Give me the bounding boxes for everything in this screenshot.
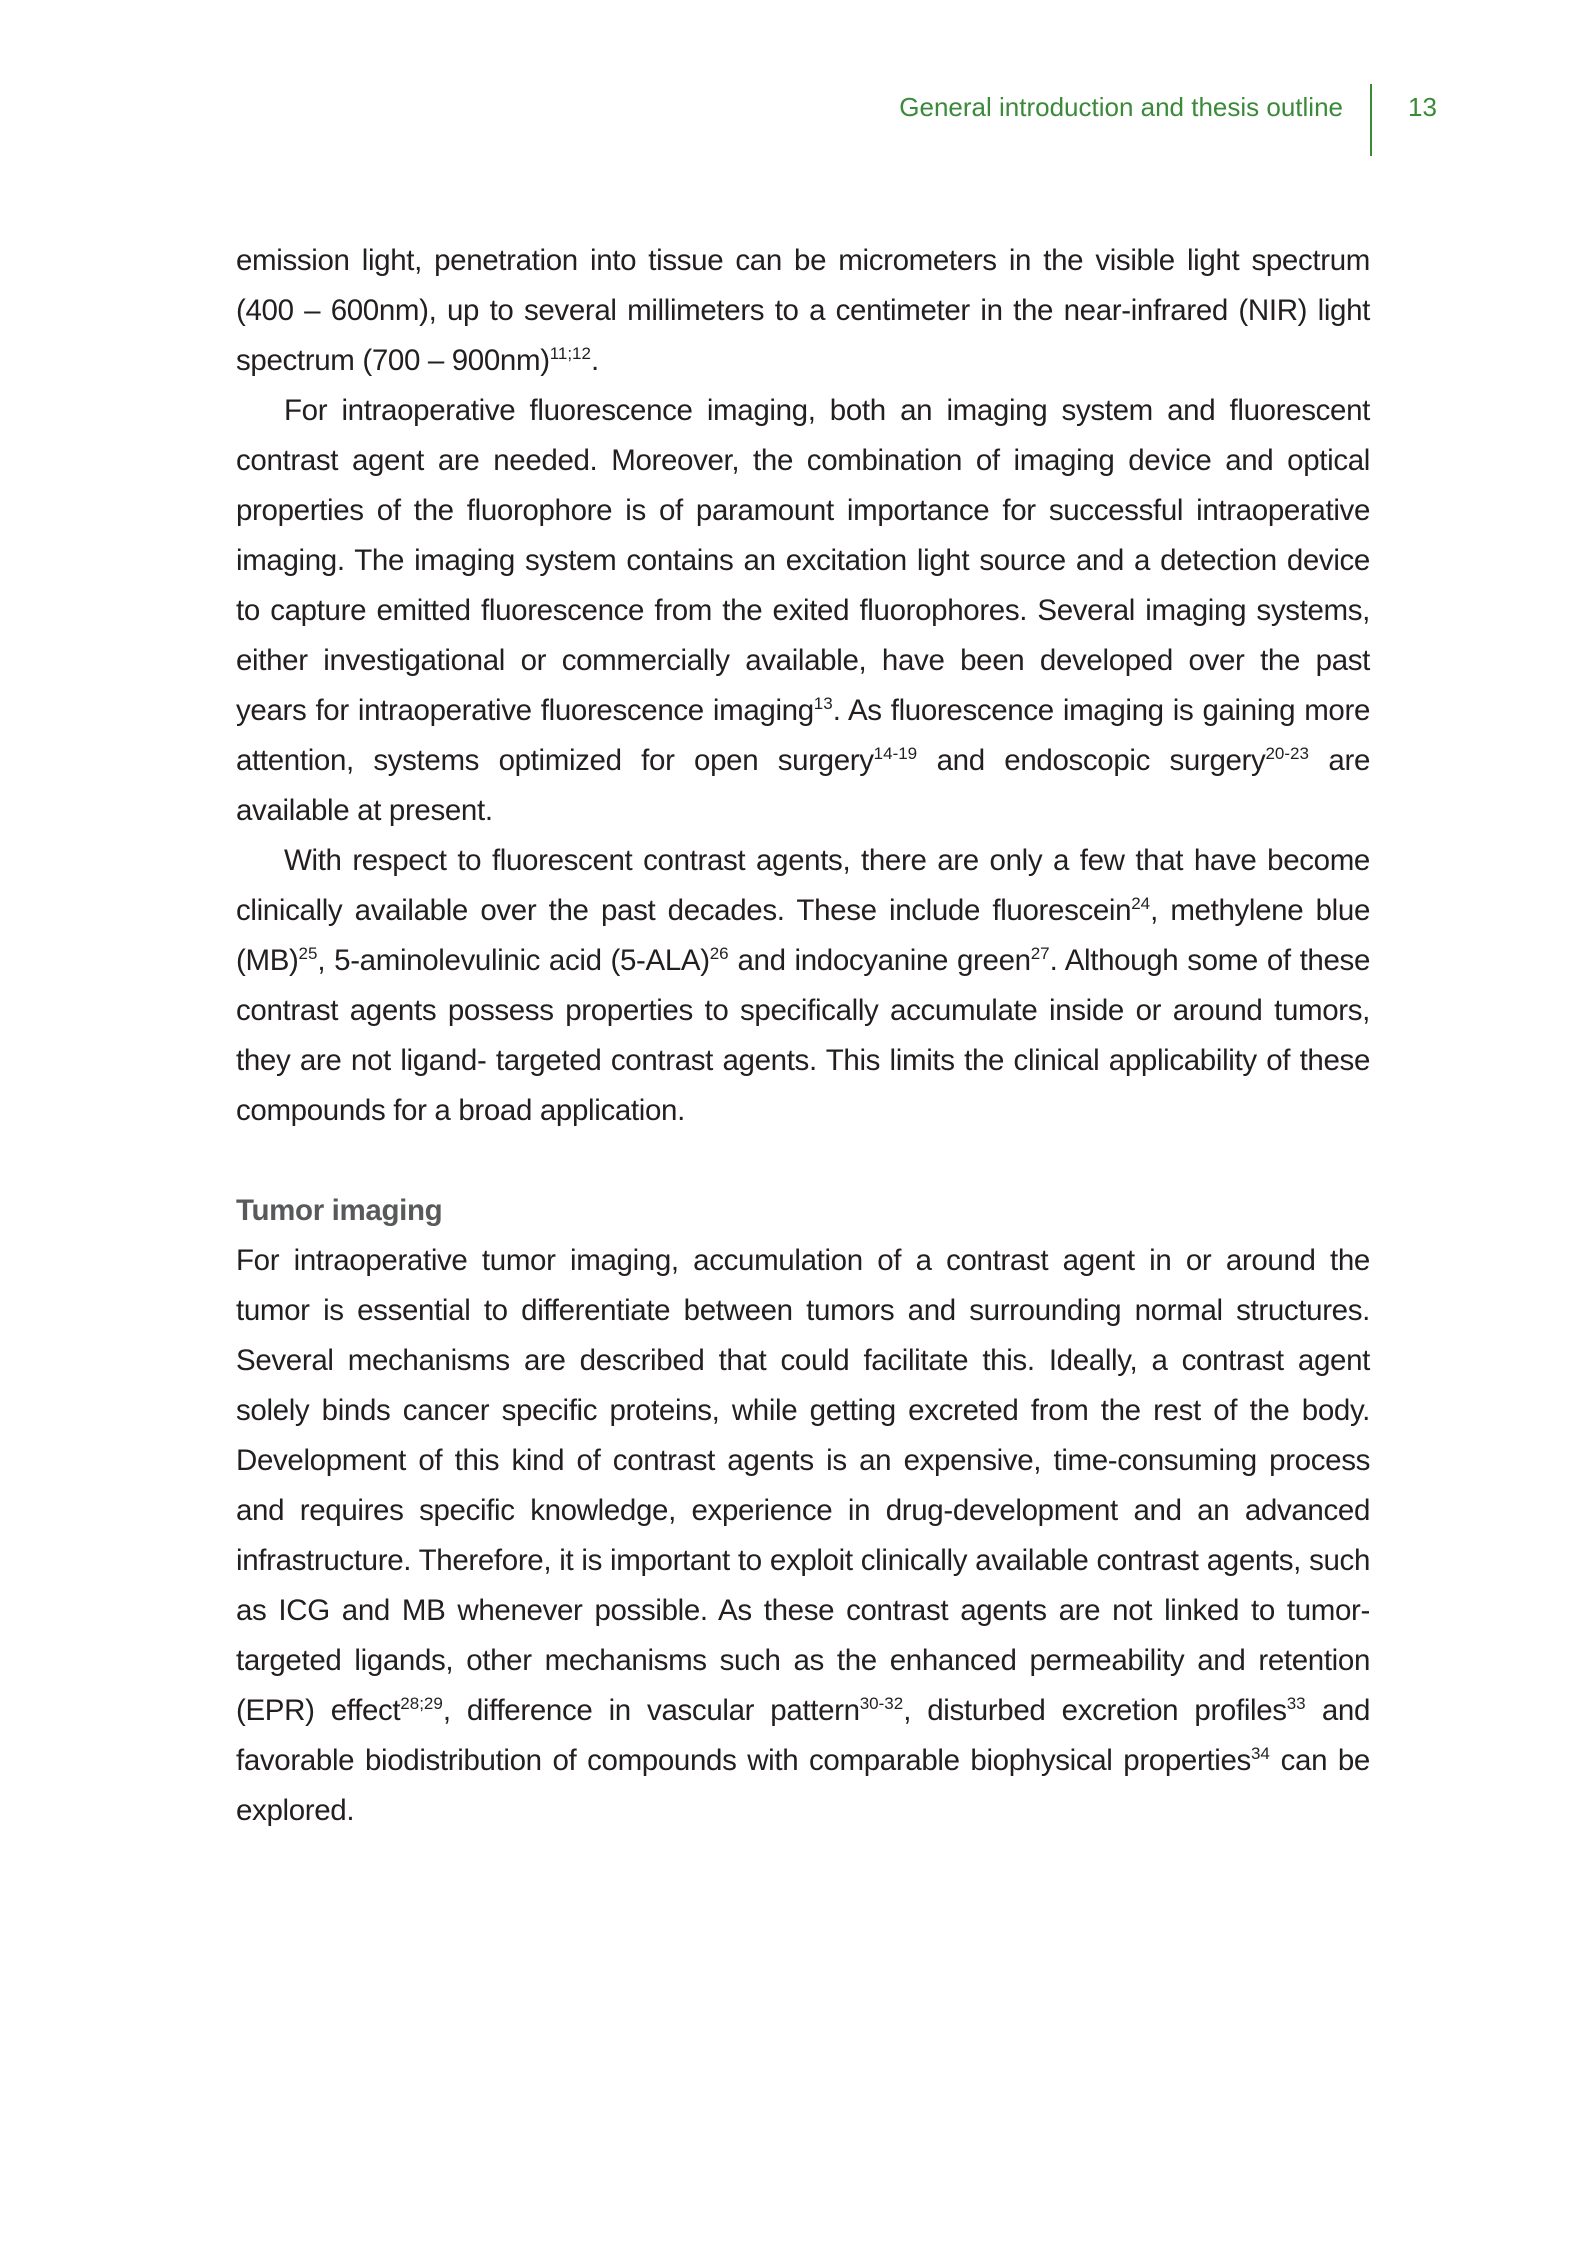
text-run: are available at present. (236, 744, 1370, 827)
body-text (236, 236, 1370, 1836)
citation-superscript: 20-23 (1265, 744, 1309, 763)
section-paragraphs (236, 1236, 1370, 1836)
running-head-title: General introduction and thesis outline (899, 92, 1343, 122)
page-number: 13 (1408, 92, 1437, 122)
paragraph (236, 236, 1370, 386)
citation-superscript: 34 (1250, 1744, 1270, 1763)
citation-superscript: 30-32 (859, 1694, 904, 1713)
text-run: For intraoperative fluorescence imaging, both an imaging system and fluorescent contrast agent are needed. Moreover, the combination of imaging device and optical properties of the fluorophore is of paramount importance for successful intraoperative imaging. The imaging system contains an excitation light source and a detection device to capture emitted fluorescence from the exited fluorophores. Several imaging systems, either investigational or commercially available, have been developed over the past years for intraoperative fluorescence imaging (236, 394, 1370, 727)
citation-superscript: 14-19 (873, 744, 918, 763)
section-heading: Tumor imaging (236, 1194, 443, 1227)
citation-superscript: 11;12 (549, 344, 591, 363)
text-run: , methylene blue (MB) (236, 894, 1370, 977)
text-run: and endoscopic surgery (917, 744, 1266, 777)
citation-superscript: 24 (1131, 894, 1151, 913)
text-run: and favorable biodistribution of compounds with comparable biophysical properties (236, 1694, 1370, 1777)
intro-paragraphs (236, 236, 1370, 1136)
text-run: For intraoperative tumor imaging, accumulation of a contrast agent in or around the tumor is essential to differentiate between tumors and surrounding normal structures. Several mechanisms are described that could facilitate this. Ideally, a contrast agent solely binds cancer specific proteins, while getting excreted from the rest of the body. Development of this kind of contrast agents is an expensive, time-consuming process and requires specific knowledge, experience in drug-development and an advanced infrastructure. Therefore, it is important to exploit clinically available contrast agents, such as ICG and MB whenever possible. As these contrast agents are not linked to tumor-targeted ligands, other mechanisms such as the enhanced permeability and retention (EPR) effect (236, 1244, 1370, 1727)
paragraph (236, 836, 1370, 1136)
citation-superscript: 25 (298, 944, 318, 963)
text-run: . As fluorescence imaging is gaining more attention, systems optimized for open surgery (236, 694, 1370, 777)
header-divider (1370, 84, 1372, 156)
text-run: and indocyanine green (728, 944, 1031, 977)
text-run: can be explored. (236, 1744, 1370, 1827)
text-run: , disturbed excretion profiles (903, 1694, 1287, 1727)
paragraph (236, 1236, 1370, 1836)
citation-superscript: 26 (709, 944, 729, 963)
text-run: . (590, 344, 599, 377)
text-run: . Although some of these contrast agents possess properties to specifically accumulate inside or around tumors, they are not ligand- targeted contrast agents. This limits the clinical applicability of these compounds for a broad application. (236, 944, 1371, 1127)
text-run: With respect to fluorescent contrast agents, there are only a few that have become clinically available over the past decades. These include fluorescein (236, 844, 1370, 927)
text-run: , difference in vascular pattern (442, 1694, 860, 1727)
paragraph (236, 386, 1370, 836)
citation-superscript: 28;29 (400, 1694, 443, 1713)
text-run: , 5-aminolevulinic acid (5-ALA) (317, 944, 710, 977)
citation-superscript: 33 (1286, 1694, 1306, 1713)
text-run: emission light, penetration into tissue can be micrometers in the visible light spectrum (400 – 600nm), up to several millimeters to a centimeter in the near-infrared (NIR) light spectrum (700 – 900nm) (236, 244, 1370, 377)
citation-superscript: 27 (1030, 944, 1050, 963)
citation-superscript: 13 (813, 694, 833, 713)
